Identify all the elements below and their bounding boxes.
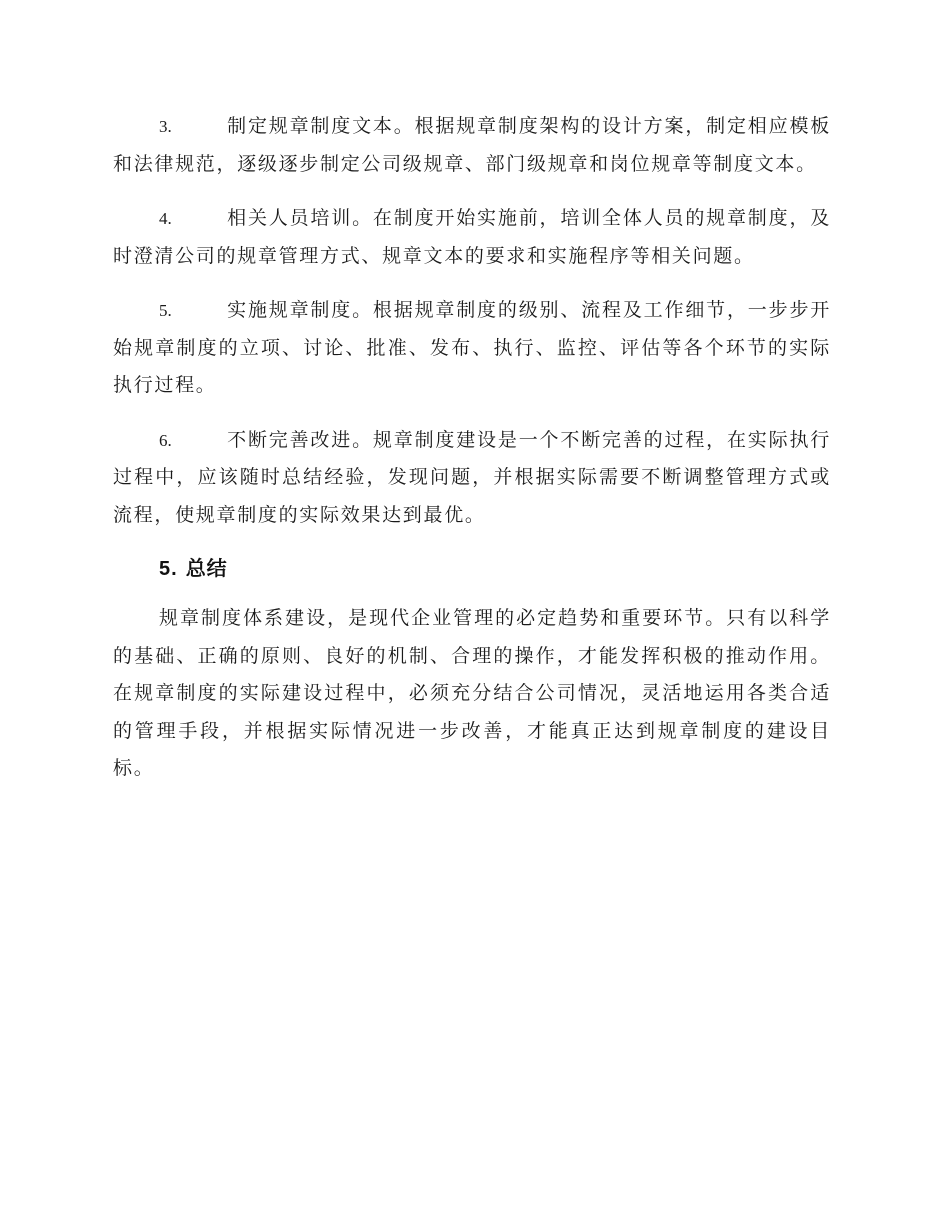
list-item-text: 实施规章制度。根据规章制度的级别、流程及工作细节，一步步开始规章制度的立项、讨论、批准、发布、执行、监控、评估等各个环节的实际执行过程。 xyxy=(113,299,831,396)
document-body xyxy=(113,108,831,788)
list-item-text: 不断完善改进。规章制度建设是一个不断完善的过程，在实际执行过程中，应该随时总结经验，发现问题，并根据实际需要不断调整管理方式或流程，使规章制度的实际效果达到最优。 xyxy=(113,428,831,526)
list-item-text: 相关人员培训。在制度开始实施前，培训全体人员的规章制度，及时澄清公司的规章管理方式、规章文本的要求和实施程序等相关问题。 xyxy=(113,207,831,267)
list-item-number: 6. xyxy=(159,430,172,450)
section-number: 5. xyxy=(159,558,178,580)
list-item-step-3 xyxy=(113,108,831,183)
list-item-text: 制定规章制度文本。根据规章制度架构的设计方案，制定相应模板和法律规范，逐级逐步制定公司级规章、部门级规章和岗位规章等制度文本。 xyxy=(113,115,831,175)
section-heading-summary xyxy=(113,551,831,586)
list-item-number: 3. xyxy=(159,117,172,136)
list-item-step-5 xyxy=(113,292,831,405)
summary-paragraph: 规章制度体系建设，是现代企业管理的必定趋势和重要环节。只有以科学的基础、正确的原则、良好的机制、合理的操作，才能发挥积极的推动作用。在规章制度的实际建设过程中，必须充分结合公司情况，灵活地运用各类合适的管理手段，并根据实际情况进一步改善，才能真正达到规章制度的建设目标。 xyxy=(113,607,831,779)
list-item-number: 4. xyxy=(159,209,172,228)
list-item-number: 5. xyxy=(159,301,172,320)
list-item-step-4 xyxy=(113,200,831,275)
section-title: 总结 xyxy=(185,556,228,580)
list-item-step-6 xyxy=(113,422,831,535)
